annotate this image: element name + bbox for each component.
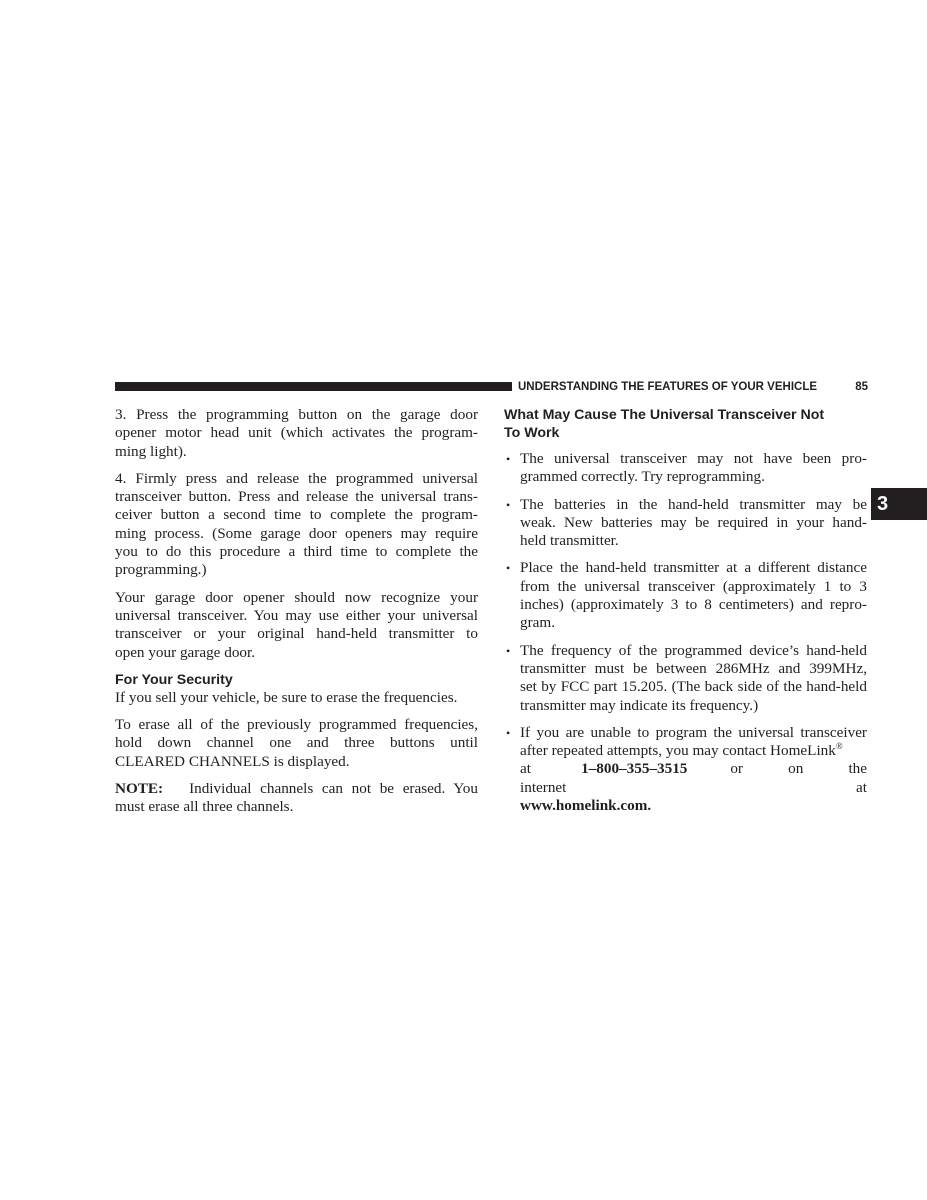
running-head — [518, 379, 868, 395]
text-line: grammed correctly. Try reprogramming. — [520, 468, 765, 486]
list-item — [504, 496, 867, 551]
text-line: held transmitter. — [520, 532, 619, 550]
website-link[interactable]: www.homelink.com. — [520, 797, 652, 815]
text-line: set by FCC part 15.205. (The back side of the hand-held — [520, 678, 867, 696]
text-line: transmitter must be between 286MHz and 399MHz, — [520, 659, 867, 677]
text-line: inches) (approximately 3 to 8 centimeters) and repro- — [520, 596, 867, 614]
note-label: NOTE: — [115, 780, 164, 798]
text-line: must erase all three channels. — [115, 798, 294, 816]
list-item — [504, 450, 867, 487]
text-line: universal transceiver. You may use either your universal — [115, 606, 478, 624]
text-line: The frequency of the programmed device’s hand-held — [520, 641, 867, 659]
erase-paragraph — [115, 716, 478, 771]
text-line: opener motor head unit (which activates the program- — [115, 424, 478, 442]
text-line: 4. Firmly press and release the programmed universal — [115, 469, 478, 487]
text-line: To erase all of the previously programmed frequencies, — [115, 716, 478, 734]
page-number: 85 — [855, 381, 868, 393]
text-line: transceiver or your original hand-held transmitter to — [115, 625, 478, 643]
text-line: Your garage door opener should now recognize your — [115, 588, 478, 606]
text-line: programming.) — [115, 561, 207, 579]
phone-number: 1–800–355–3515 — [581, 760, 688, 778]
running-head-title: UNDERSTANDING THE FEATURES OF YOUR VEHICLE — [518, 381, 818, 393]
sell-paragraph — [115, 689, 478, 707]
text-line: If you are unable to program the universal transceiver — [520, 723, 867, 741]
step-3-paragraph — [115, 406, 478, 461]
list-item — [504, 642, 867, 715]
text-line: weak. New batteries may be required in your hand- — [520, 513, 867, 531]
text-line: If you sell your vehicle, be sure to erase the frequencies. — [115, 688, 458, 706]
text-line: hold down channel one and three buttons until — [115, 734, 478, 752]
text-line: you to do this procedure a third time to complete the — [115, 543, 478, 561]
text-line: transceiver button. Press and release the universal trans- — [115, 488, 478, 506]
list-item — [504, 724, 867, 815]
troubleshoot-heading — [504, 406, 867, 442]
text-line — [520, 742, 867, 760]
text-line: CLEARED CHANNELS is displayed. — [115, 752, 350, 770]
text-line: ceiver button a second time to complete the program- — [115, 506, 478, 524]
internet-text: or on the internet at — [520, 760, 868, 796]
text-line: Place the hand-held transmitter at a different distance — [520, 559, 867, 577]
bullet-icon: • — [506, 497, 511, 512]
bullet-icon: • — [506, 643, 511, 658]
note-paragraph — [115, 780, 478, 817]
text-line: The universal transceiver may not have been pro- — [520, 450, 867, 467]
text-line: from the universal transceiver (approximately 1 to 3 — [520, 577, 867, 595]
text-line — [115, 780, 478, 798]
right-column — [504, 406, 867, 824]
header-rule — [115, 382, 512, 391]
text-line: The batteries in the hand-held transmitter may be — [520, 495, 867, 513]
note-text: Individual channels can not be erased. You — [189, 780, 478, 798]
troubleshoot-list — [504, 450, 867, 815]
text-line: ming process. (Some garage door openers may require — [115, 524, 478, 542]
text-line: transmitter may indicate its frequency.) — [520, 696, 759, 714]
chapter-tab: 3 — [871, 488, 927, 520]
recognize-paragraph — [115, 589, 478, 662]
bullet-icon: • — [506, 561, 511, 576]
left-column — [115, 406, 478, 826]
step-4-paragraph — [115, 470, 478, 580]
bullet-icon: • — [506, 725, 511, 740]
text-line: 3. Press the programming button on the garage door — [115, 406, 478, 423]
homelink-text: after repeated attempts, you may contact HomeLink — [520, 742, 836, 760]
contact-line — [520, 760, 867, 797]
heading-line: What May Cause The Universal Transceiver Not — [504, 407, 825, 423]
at-text: at — [520, 760, 531, 778]
heading-line: To Work — [504, 425, 560, 441]
security-heading: For Your Security — [115, 671, 233, 688]
text-line: gram. — [520, 614, 556, 632]
bullet-icon: • — [506, 452, 511, 466]
text-line: ming light). — [115, 442, 187, 460]
list-item — [504, 559, 867, 632]
registered-mark: ® — [835, 741, 843, 752]
text-line: open your garage door. — [115, 643, 256, 661]
